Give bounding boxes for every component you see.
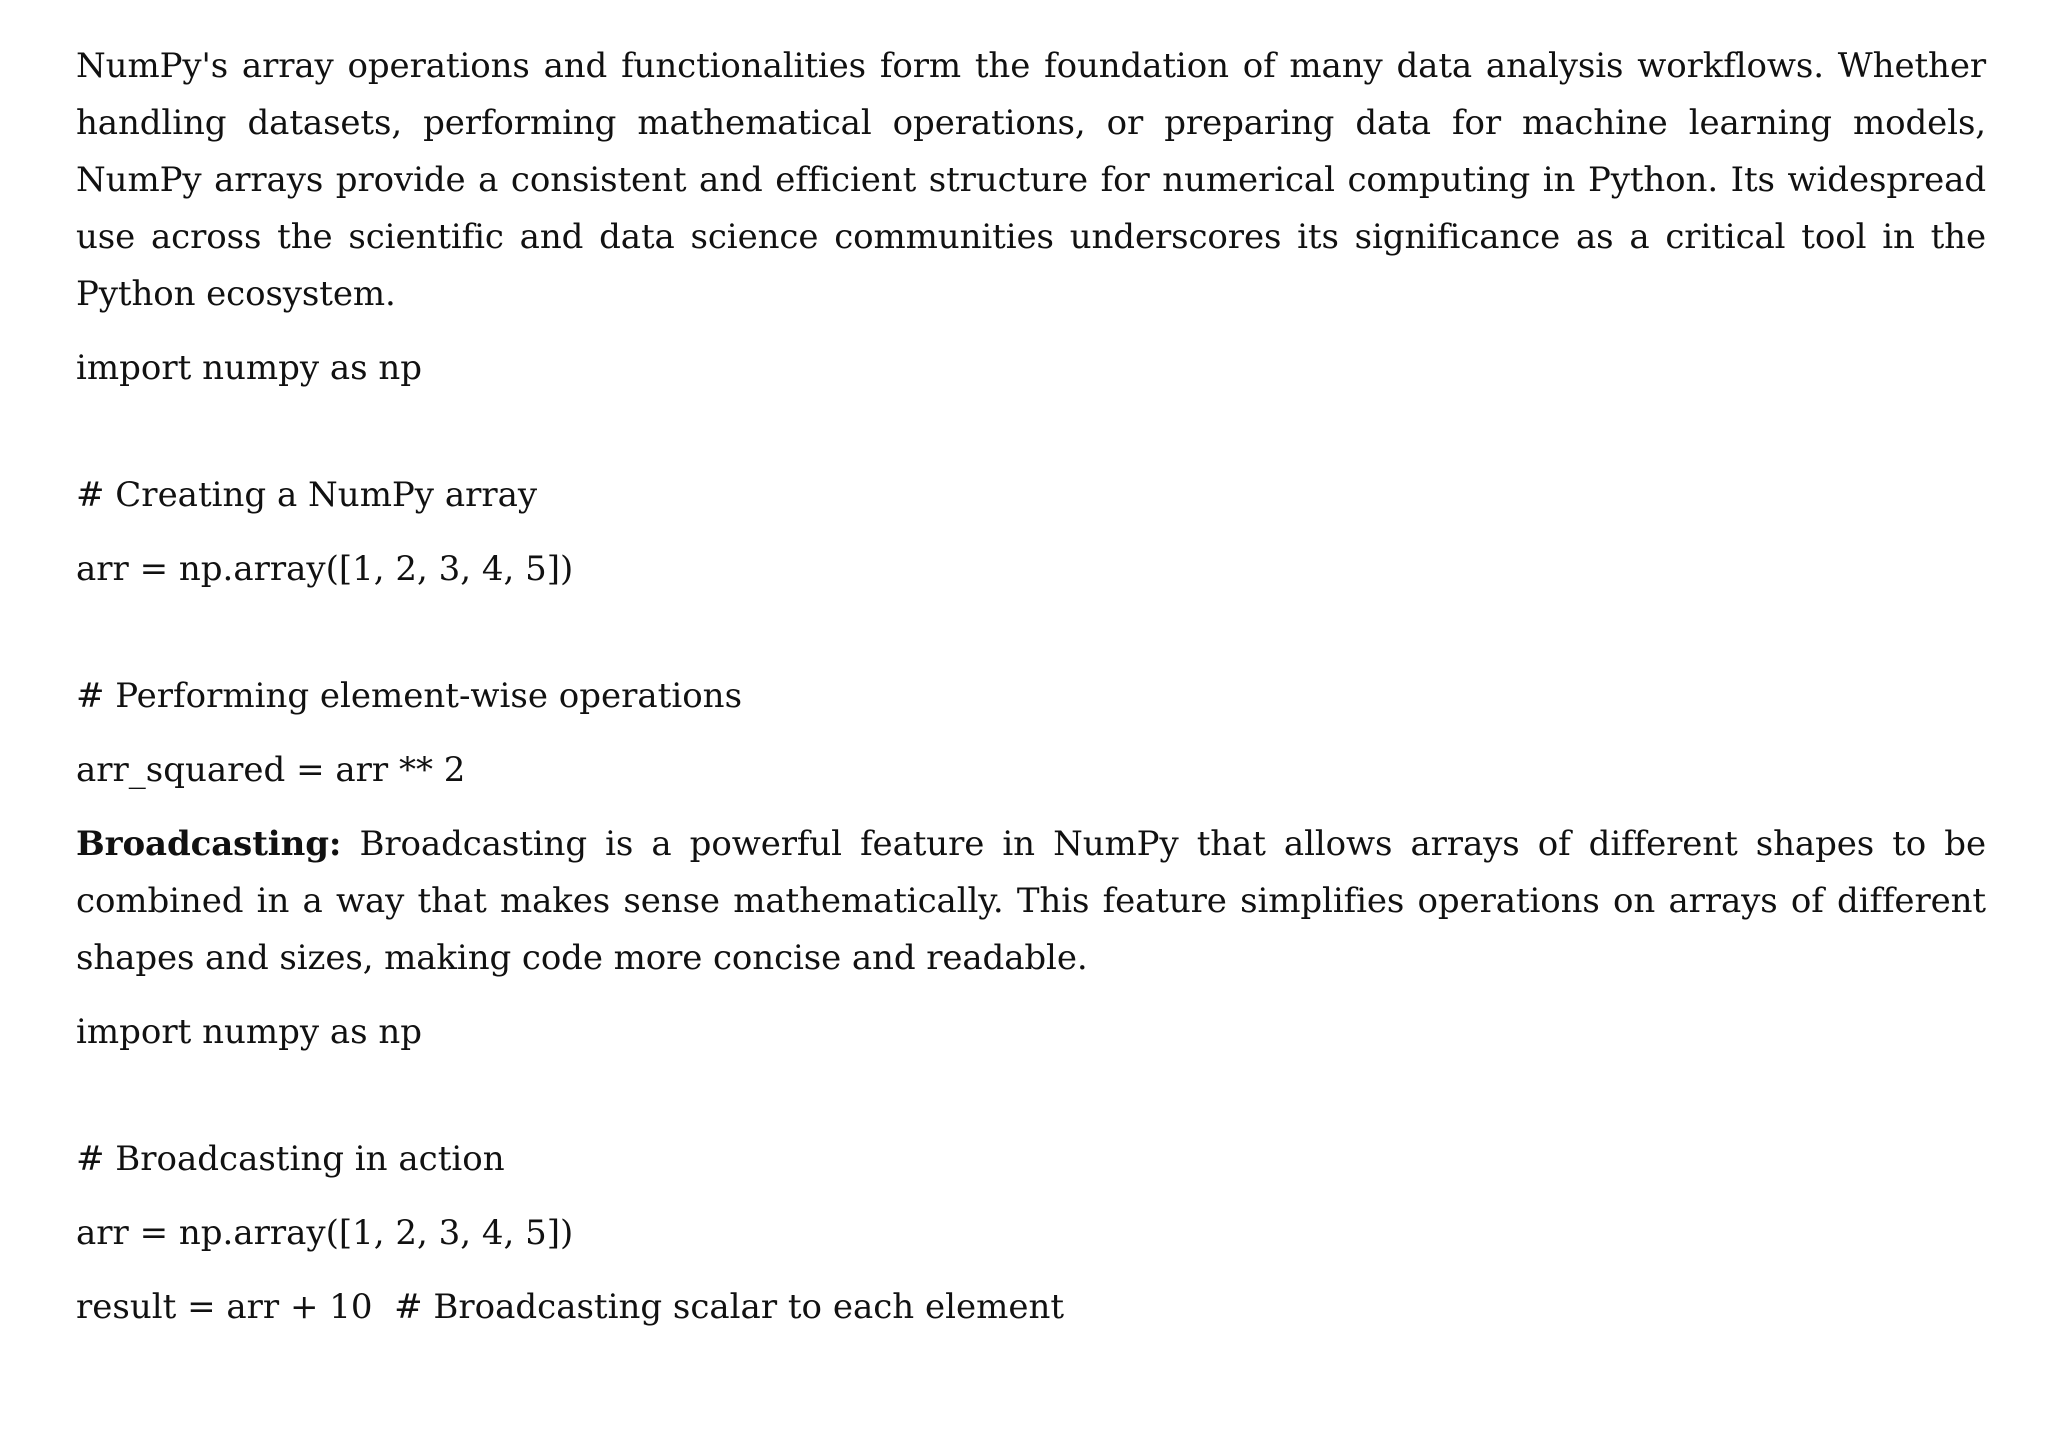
broadcasting-text: Broadcasting is a powerful feature in NumPy that allows arrays of different shapes to be combined in a way that makes sense mathematically. This feature simplifies operations on arrays of different shapes and sizes, making code more concise and readable. — [76, 824, 1986, 978]
code-line-import-2: import numpy as np — [76, 1012, 423, 1052]
code-line-array-2: arr = np.array([1, 2, 3, 4, 5]) — [76, 1213, 574, 1253]
code-line-squared: arr_squared = arr ** 2 — [76, 750, 466, 790]
code-comment-broadcasting: # Broadcasting in action — [76, 1139, 505, 1179]
broadcasting-term: Broadcasting: — [76, 824, 342, 864]
code-line-import: import numpy as np — [76, 348, 423, 388]
code-line-array: arr = np.array([1, 2, 3, 4, 5]) — [76, 549, 574, 589]
intro-paragraph: NumPy's array operations and functionalities form the foundation of many data analysis workflows. Whether handling datasets, performing mathematical operations, or preparing data for machine learning models, NumPy arrays provide a consistent and efficient structure for numerical computing in Python. Its widespread use across the scientific and data science communities underscores its significance as a critical tool in the Python ecosystem. — [76, 46, 1986, 314]
code-comment-elementwise: # Performing element-wise operations — [76, 676, 743, 716]
broadcasting-paragraph — [76, 816, 1986, 987]
code-line-result: result = arr + 10 # Broadcasting scalar to each element — [76, 1287, 1065, 1327]
code-comment-create-array: # Creating a NumPy array — [76, 475, 538, 515]
document-page — [76, 38, 1986, 1336]
